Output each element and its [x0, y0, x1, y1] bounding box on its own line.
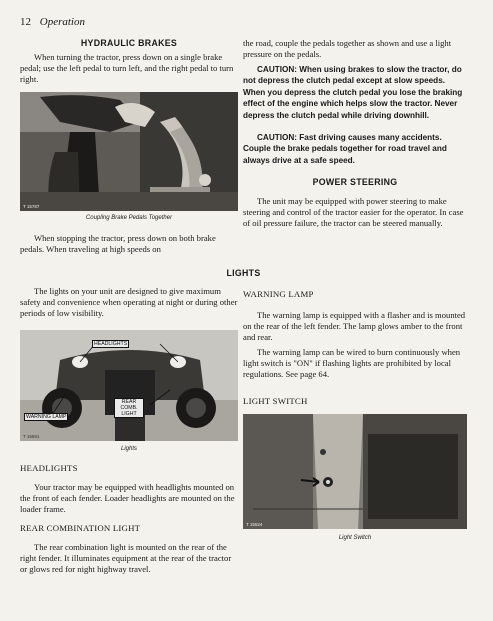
warning-lamp-text-1: The warning lamp is equipped with a flasher and is mounted on the rear of the left fender. The lamp glows amber to the front and rear.: [243, 310, 466, 343]
brakes-stopping-paragraph: [20, 233, 238, 255]
hydraulic-brakes-paragraph: [20, 52, 238, 86]
section-title: Operation: [39, 16, 85, 28]
light-switch-photo: [243, 414, 467, 529]
page-number: 12: [20, 16, 31, 28]
lights-intro: [20, 286, 238, 320]
brakes-para-1: When turning the tractor, press down on a single brake pedal; use the left pedal to turn left, and the right pedal to turn right.: [20, 52, 234, 85]
rear-light-text: The rear combination light is mounted on the rear of the right fender. It illuminates equipment at the rear of the tractor or glows red for night highway travel.: [20, 542, 232, 575]
brakes-para-2: When stopping the tractor, press down on both brake pedals. When traveling at high speeds on: [20, 233, 216, 255]
power-steering-heading: POWER STEERING: [312, 177, 398, 187]
warning-lamp-paragraph-1: [243, 310, 467, 344]
lights-photo-caption: Lights: [120, 446, 137, 452]
power-steering-paragraph: [243, 196, 467, 230]
headlights-heading: HEADLIGHTS: [20, 463, 78, 473]
brakes-para-continuation: the road, couple the pedals together as shown and use a light pressure on the pedals.: [243, 38, 452, 60]
lights-photo: [20, 330, 238, 441]
warning-lamp-heading: WARNING LAMP: [243, 289, 314, 299]
headlights-paragraph: [20, 482, 238, 516]
brake-pedal-photo: [20, 92, 238, 211]
headlights-text: Your tractor may be equipped with headlights mounted on the front of each fender. Loader headlights are mounted on the loader frame.: [20, 482, 235, 515]
headlights-label: HEADLIGHTS: [94, 341, 128, 347]
photo-code: T 15787: [23, 204, 40, 209]
caution-2-text: CAUTION: Fast driving causes many accidents. Couple the brake pedals together for road travel and always drive at a safe speed.: [243, 133, 447, 165]
lights-heading: LIGHTS: [226, 268, 261, 278]
brake-photo-caption: Coupling Brake Pedals Together: [85, 215, 173, 221]
warning-lamp-text-2: The warning lamp can be wired to burn continuously when light switch is "ON" if flashing lights are prohibited by local regulations. See page 64.: [243, 347, 461, 380]
light-switch-heading: LIGHT SWITCH: [243, 396, 308, 406]
lights-intro-text: The lights on your unit are designed to give maximum safety and convenience when operating at night or during other periods of low visibility.: [20, 286, 238, 319]
warning-lamp-paragraph-2: [243, 347, 467, 381]
switch-photo-code: T 15524: [246, 522, 263, 527]
caution-1-text: CAUTION: When using brakes to slow the tractor, do not depress the clutch pedal except at slow speeds. When you depress the clutch pedal you lose the braking effect of the engine which helps slow the tractor. Never depress the clutch pedal while driving downhill.: [243, 65, 463, 120]
rear-comb-light-label: REAR COMB. LIGHT: [114, 398, 144, 418]
light-switch-caption: Light Switch: [338, 535, 372, 541]
rear-light-heading: REAR COMBINATION LIGHT: [20, 523, 141, 533]
lights-photo-code: T 15881: [23, 434, 40, 439]
rear-light-paragraph: [20, 542, 238, 576]
page-header: [20, 16, 85, 28]
hydraulic-brakes-heading: HYDRAULIC BRAKES: [80, 38, 178, 48]
warning-lamp-label: WARNING LAMP: [26, 414, 67, 420]
caution-2: [243, 132, 467, 166]
caution-1: [243, 64, 467, 121]
power-steering-text: The unit may be equipped with power steering to make steering and control of the tractor easier for the operator. In case of oil pressure failure, the tractor can be steered manually.: [243, 196, 464, 229]
